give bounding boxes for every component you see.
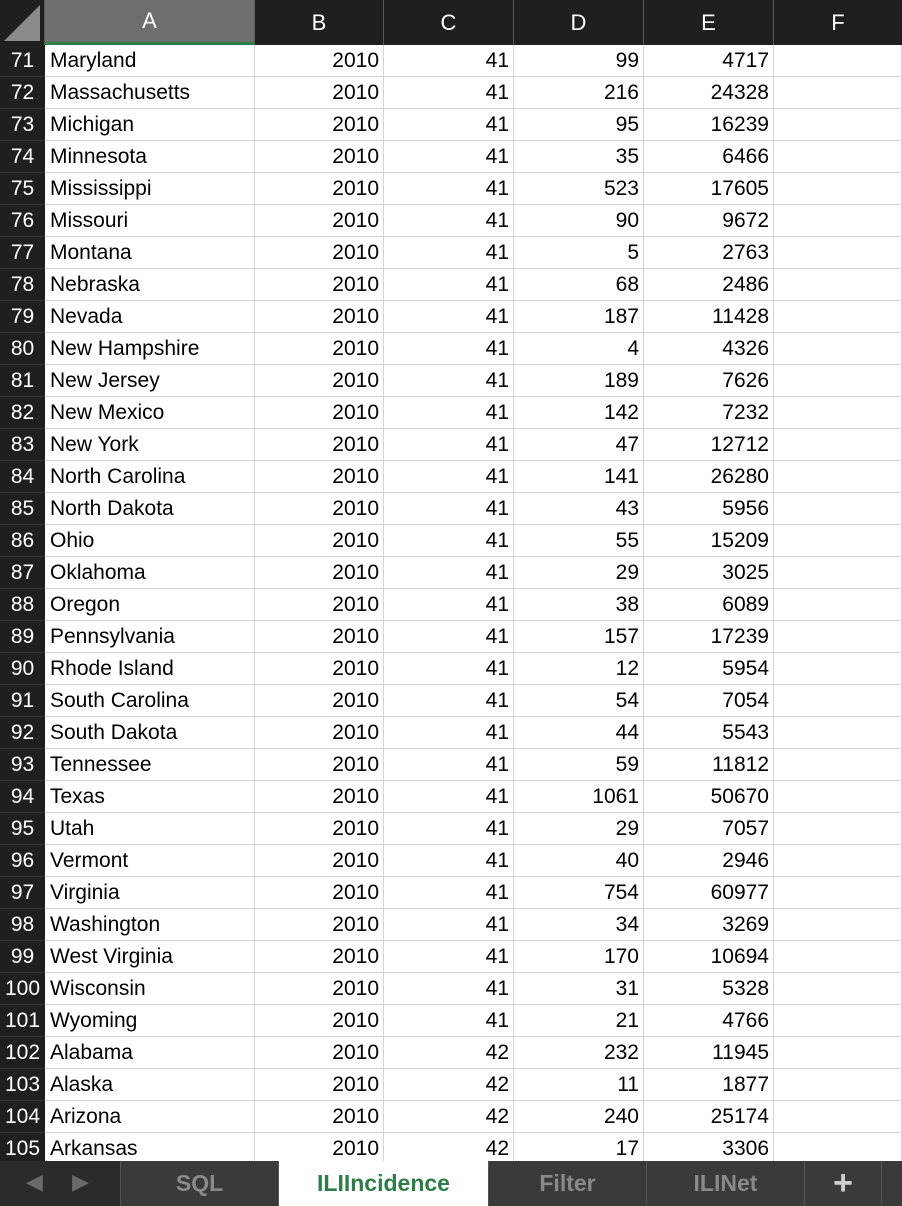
table-row	[0, 1037, 902, 1069]
column-header-b[interactable]: B	[255, 0, 384, 45]
table-row	[0, 589, 902, 621]
row-number[interactable]: 75	[0, 173, 45, 205]
cell-state[interactable]: Wyoming	[45, 1005, 255, 1037]
cell-empty-f[interactable]	[774, 525, 902, 557]
cell-year[interactable]: 2010	[255, 493, 384, 525]
table-row	[0, 493, 902, 525]
row-number[interactable]: 81	[0, 365, 45, 397]
cell-empty-f[interactable]	[774, 205, 902, 237]
cell-week[interactable]: 41	[384, 685, 514, 717]
cell-empty-f[interactable]	[774, 845, 902, 877]
cell-state[interactable]: New York	[45, 429, 255, 461]
cell-empty-f[interactable]	[774, 1069, 902, 1101]
cell-value-e[interactable]: 7054	[644, 685, 774, 717]
cell-state[interactable]: Arizona	[45, 1101, 255, 1133]
table-row	[0, 205, 902, 237]
tab-sql[interactable]: SQL	[120, 1161, 278, 1206]
cell-empty-f[interactable]	[774, 717, 902, 749]
cell-empty-f[interactable]	[774, 1101, 902, 1133]
table-row	[0, 941, 902, 973]
cell-empty-f[interactable]	[774, 45, 902, 77]
row-number[interactable]: 92	[0, 717, 45, 749]
cell-value-d[interactable]: 523	[514, 173, 644, 205]
cell-value-d[interactable]: 5	[514, 237, 644, 269]
cell-value-e[interactable]: 2946	[644, 845, 774, 877]
cell-value-e[interactable]: 16239	[644, 109, 774, 141]
cell-empty-f[interactable]	[774, 621, 902, 653]
row-number[interactable]: 105	[0, 1133, 45, 1165]
table-row	[0, 781, 902, 813]
cell-empty-f[interactable]	[774, 589, 902, 621]
cell-week[interactable]: 41	[384, 205, 514, 237]
cell-year[interactable]: 2010	[255, 845, 384, 877]
cell-year[interactable]: 2010	[255, 461, 384, 493]
cell-week[interactable]: 41	[384, 589, 514, 621]
cell-week[interactable]: 41	[384, 525, 514, 557]
row-number[interactable]: 77	[0, 237, 45, 269]
row-number[interactable]: 79	[0, 301, 45, 333]
cell-value-d[interactable]: 99	[514, 45, 644, 77]
row-number[interactable]: 84	[0, 461, 45, 493]
cell-state[interactable]: Ohio	[45, 525, 255, 557]
cell-year[interactable]: 2010	[255, 269, 384, 301]
cell-empty-f[interactable]	[774, 749, 902, 781]
cell-empty-f[interactable]	[774, 877, 902, 909]
cell-state[interactable]: Alaska	[45, 1069, 255, 1101]
add-sheet-button[interactable]: +	[804, 1161, 881, 1206]
cell-value-e[interactable]: 6466	[644, 141, 774, 173]
cell-value-d[interactable]: 216	[514, 77, 644, 109]
cell-year[interactable]: 2010	[255, 909, 384, 941]
cell-year[interactable]: 2010	[255, 45, 384, 77]
table-row	[0, 1101, 902, 1133]
cell-value-e[interactable]: 2486	[644, 269, 774, 301]
row-number[interactable]: 101	[0, 1005, 45, 1037]
cell-value-d[interactable]: 4	[514, 333, 644, 365]
cell-year[interactable]: 2010	[255, 973, 384, 1005]
table-row	[0, 365, 902, 397]
cell-state[interactable]: North Carolina	[45, 461, 255, 493]
prev-sheet-icon[interactable]: ◀	[26, 1169, 43, 1194]
cell-value-d[interactable]: 141	[514, 461, 644, 493]
cell-week[interactable]: 41	[384, 749, 514, 781]
cell-week[interactable]: 41	[384, 333, 514, 365]
cell-state[interactable]: South Dakota	[45, 717, 255, 749]
cell-year[interactable]: 2010	[255, 941, 384, 973]
cell-empty-f[interactable]	[774, 557, 902, 589]
table-row	[0, 557, 902, 589]
cell-empty-f[interactable]	[774, 1005, 902, 1037]
cell-value-d[interactable]: 157	[514, 621, 644, 653]
cell-year[interactable]: 2010	[255, 397, 384, 429]
cell-value-e[interactable]: 50670	[644, 781, 774, 813]
cell-week[interactable]: 41	[384, 973, 514, 1005]
cell-state[interactable]: Nebraska	[45, 269, 255, 301]
cell-value-e[interactable]: 3025	[644, 557, 774, 589]
cell-value-d[interactable]: 40	[514, 845, 644, 877]
cell-value-e[interactable]: 26280	[644, 461, 774, 493]
cell-empty-f[interactable]	[774, 397, 902, 429]
cell-year[interactable]: 2010	[255, 589, 384, 621]
cell-empty-f[interactable]	[774, 333, 902, 365]
cell-week[interactable]: 41	[384, 77, 514, 109]
cell-value-d[interactable]: 44	[514, 717, 644, 749]
cell-empty-f[interactable]	[774, 685, 902, 717]
row-number[interactable]: 89	[0, 621, 45, 653]
cell-week[interactable]: 41	[384, 621, 514, 653]
row-number[interactable]: 72	[0, 77, 45, 109]
cell-value-e[interactable]: 7626	[644, 365, 774, 397]
cell-state[interactable]: Nevada	[45, 301, 255, 333]
table-row	[0, 877, 902, 909]
cell-value-d[interactable]: 54	[514, 685, 644, 717]
cell-week[interactable]: 41	[384, 845, 514, 877]
row-number[interactable]: 93	[0, 749, 45, 781]
cell-value-e[interactable]: 9672	[644, 205, 774, 237]
cell-empty-f[interactable]	[774, 77, 902, 109]
row-number[interactable]: 82	[0, 397, 45, 429]
cell-value-e[interactable]: 17605	[644, 173, 774, 205]
table-row	[0, 845, 902, 877]
cell-value-d[interactable]: 68	[514, 269, 644, 301]
row-number[interactable]: 96	[0, 845, 45, 877]
cell-week[interactable]: 41	[384, 301, 514, 333]
cell-state[interactable]: New Mexico	[45, 397, 255, 429]
cell-state[interactable]: Massachusetts	[45, 77, 255, 109]
cell-value-e[interactable]: 5543	[644, 717, 774, 749]
row-number[interactable]: 83	[0, 429, 45, 461]
table-row	[0, 621, 902, 653]
cell-empty-f[interactable]	[774, 109, 902, 141]
cell-year[interactable]: 2010	[255, 333, 384, 365]
cell-value-e[interactable]: 15209	[644, 525, 774, 557]
row-number[interactable]: 86	[0, 525, 45, 557]
row-number[interactable]: 71	[0, 45, 45, 77]
cell-year[interactable]: 2010	[255, 525, 384, 557]
cell-week[interactable]: 42	[384, 1037, 514, 1069]
cell-value-d[interactable]: 47	[514, 429, 644, 461]
row-number[interactable]: 97	[0, 877, 45, 909]
cell-value-e[interactable]: 7057	[644, 813, 774, 845]
cell-state[interactable]: Texas	[45, 781, 255, 813]
table-row	[0, 109, 902, 141]
cell-year[interactable]: 2010	[255, 1101, 384, 1133]
cell-week[interactable]: 42	[384, 1133, 514, 1165]
cell-week[interactable]: 41	[384, 109, 514, 141]
table-row	[0, 1005, 902, 1037]
cell-value-e[interactable]: 3269	[644, 909, 774, 941]
column-header-f[interactable]: F	[774, 0, 902, 45]
table-row	[0, 237, 902, 269]
cell-week[interactable]: 41	[384, 941, 514, 973]
tab-iliincidence[interactable]: ILIIncidence	[278, 1161, 488, 1206]
cell-value-d[interactable]: 21	[514, 1005, 644, 1037]
row-number[interactable]: 88	[0, 589, 45, 621]
cell-year[interactable]: 2010	[255, 749, 384, 781]
cell-year[interactable]: 2010	[255, 653, 384, 685]
cell-year[interactable]: 2010	[255, 557, 384, 589]
cell-value-e[interactable]: 5954	[644, 653, 774, 685]
cell-year[interactable]: 2010	[255, 813, 384, 845]
row-number[interactable]: 87	[0, 557, 45, 589]
cell-empty-f[interactable]	[774, 269, 902, 301]
cell-value-d[interactable]: 29	[514, 813, 644, 845]
cell-week[interactable]: 41	[384, 45, 514, 77]
cell-value-e[interactable]: 11812	[644, 749, 774, 781]
cell-value-d[interactable]: 142	[514, 397, 644, 429]
cell-week[interactable]: 41	[384, 813, 514, 845]
cell-value-d[interactable]: 17	[514, 1133, 644, 1165]
cell-week[interactable]: 41	[384, 237, 514, 269]
table-row	[0, 333, 902, 365]
row-number[interactable]: 73	[0, 109, 45, 141]
tab-ilinet[interactable]: ILINet	[646, 1161, 804, 1206]
table-row	[0, 77, 902, 109]
column-header-a[interactable]: A	[45, 0, 255, 45]
row-number[interactable]: 91	[0, 685, 45, 717]
cell-state[interactable]: Oregon	[45, 589, 255, 621]
cell-value-e[interactable]: 25174	[644, 1101, 774, 1133]
table-row	[0, 653, 902, 685]
row-number[interactable]: 90	[0, 653, 45, 685]
cell-year[interactable]: 2010	[255, 109, 384, 141]
cell-state[interactable]: Oklahoma	[45, 557, 255, 589]
cell-empty-f[interactable]	[774, 461, 902, 493]
cell-value-d[interactable]: 31	[514, 973, 644, 1005]
cell-value-d[interactable]: 1061	[514, 781, 644, 813]
cell-value-d[interactable]: 232	[514, 1037, 644, 1069]
cell-week[interactable]: 41	[384, 909, 514, 941]
tab-filter[interactable]: Filter	[488, 1161, 646, 1206]
cell-empty-f[interactable]	[774, 237, 902, 269]
cell-year[interactable]: 2010	[255, 717, 384, 749]
cell-week[interactable]: 41	[384, 717, 514, 749]
cell-year[interactable]: 2010	[255, 205, 384, 237]
cell-value-e[interactable]: 12712	[644, 429, 774, 461]
cell-value-d[interactable]: 12	[514, 653, 644, 685]
cell-value-d[interactable]: 189	[514, 365, 644, 397]
cell-year[interactable]: 2010	[255, 301, 384, 333]
cell-week[interactable]: 41	[384, 141, 514, 173]
cell-state[interactable]: Washington	[45, 909, 255, 941]
cell-state[interactable]: West Virginia	[45, 941, 255, 973]
table-row	[0, 173, 902, 205]
column-header-e[interactable]: E	[644, 0, 774, 45]
cell-year[interactable]: 2010	[255, 685, 384, 717]
cell-value-e[interactable]: 4717	[644, 45, 774, 77]
cell-week[interactable]: 41	[384, 173, 514, 205]
cell-value-e[interactable]: 10694	[644, 941, 774, 973]
table-row	[0, 813, 902, 845]
cell-state[interactable]: Alabama	[45, 1037, 255, 1069]
cell-state[interactable]: Maryland	[45, 45, 255, 77]
cell-state[interactable]: Missouri	[45, 205, 255, 237]
cell-empty-f[interactable]	[774, 973, 902, 1005]
cell-empty-f[interactable]	[774, 653, 902, 685]
cell-week[interactable]: 41	[384, 1005, 514, 1037]
cell-year[interactable]: 2010	[255, 1005, 384, 1037]
cell-year[interactable]: 2010	[255, 77, 384, 109]
cell-state[interactable]: Montana	[45, 237, 255, 269]
row-number[interactable]: 80	[0, 333, 45, 365]
cell-year[interactable]: 2010	[255, 237, 384, 269]
cell-value-d[interactable]: 95	[514, 109, 644, 141]
cell-empty-f[interactable]	[774, 1037, 902, 1069]
cell-week[interactable]: 41	[384, 877, 514, 909]
cell-state[interactable]: New Hampshire	[45, 333, 255, 365]
cell-state[interactable]: Minnesota	[45, 141, 255, 173]
cell-empty-f[interactable]	[774, 493, 902, 525]
cell-state[interactable]: North Dakota	[45, 493, 255, 525]
sheet-tab-bar	[0, 1161, 902, 1206]
cell-value-e[interactable]: 3306	[644, 1133, 774, 1165]
cell-empty-f[interactable]	[774, 909, 902, 941]
cell-value-e[interactable]: 5956	[644, 493, 774, 525]
row-number[interactable]: 104	[0, 1101, 45, 1133]
cell-value-d[interactable]: 55	[514, 525, 644, 557]
cell-week[interactable]: 41	[384, 557, 514, 589]
row-number[interactable]: 99	[0, 941, 45, 973]
row-number[interactable]: 95	[0, 813, 45, 845]
select-all-triangle-icon	[4, 5, 40, 41]
row-number[interactable]: 76	[0, 205, 45, 237]
row-number[interactable]: 85	[0, 493, 45, 525]
next-sheet-icon[interactable]: ▶	[72, 1169, 89, 1194]
cell-year[interactable]: 2010	[255, 877, 384, 909]
cell-value-d[interactable]: 59	[514, 749, 644, 781]
cell-empty-f[interactable]	[774, 429, 902, 461]
row-number[interactable]: 94	[0, 781, 45, 813]
table-row	[0, 429, 902, 461]
cell-week[interactable]: 41	[384, 653, 514, 685]
cell-empty-f[interactable]	[774, 365, 902, 397]
table-row	[0, 973, 902, 1005]
cell-value-d[interactable]: 90	[514, 205, 644, 237]
cell-empty-f[interactable]	[774, 301, 902, 333]
cell-value-d[interactable]: 170	[514, 941, 644, 973]
cell-value-d[interactable]: 29	[514, 557, 644, 589]
cell-year[interactable]: 2010	[255, 1133, 384, 1165]
cell-value-e[interactable]: 11945	[644, 1037, 774, 1069]
cell-value-d[interactable]: 34	[514, 909, 644, 941]
cell-year[interactable]: 2010	[255, 365, 384, 397]
row-number[interactable]: 102	[0, 1037, 45, 1069]
cell-state[interactable]: Pennsylvania	[45, 621, 255, 653]
select-all-corner[interactable]	[0, 0, 45, 45]
cell-value-d[interactable]: 754	[514, 877, 644, 909]
table-row	[0, 717, 902, 749]
table-row	[0, 749, 902, 781]
table-row	[0, 141, 902, 173]
cell-week[interactable]: 41	[384, 397, 514, 429]
cell-state[interactable]: Virginia	[45, 877, 255, 909]
cell-value-e[interactable]: 4326	[644, 333, 774, 365]
cell-state[interactable]: Wisconsin	[45, 973, 255, 1005]
cell-year[interactable]: 2010	[255, 1069, 384, 1101]
row-number[interactable]: 74	[0, 141, 45, 173]
cell-value-e[interactable]: 17239	[644, 621, 774, 653]
cell-value-e[interactable]: 60977	[644, 877, 774, 909]
column-header-d[interactable]: D	[514, 0, 644, 45]
cell-year[interactable]: 2010	[255, 173, 384, 205]
row-number[interactable]: 100	[0, 973, 45, 1005]
cell-value-e[interactable]: 1877	[644, 1069, 774, 1101]
table-row	[0, 461, 902, 493]
row-number[interactable]: 103	[0, 1069, 45, 1101]
table-row	[0, 525, 902, 557]
row-number[interactable]: 78	[0, 269, 45, 301]
cell-state[interactable]: Rhode Island	[45, 653, 255, 685]
cell-value-d[interactable]: 11	[514, 1069, 644, 1101]
cell-week[interactable]: 41	[384, 269, 514, 301]
table-row	[0, 45, 902, 77]
cell-state[interactable]: South Carolina	[45, 685, 255, 717]
cell-empty-f[interactable]	[774, 781, 902, 813]
cell-value-e[interactable]: 5328	[644, 973, 774, 1005]
cell-value-e[interactable]: 4766	[644, 1005, 774, 1037]
cell-empty-f[interactable]	[774, 813, 902, 845]
cell-week[interactable]: 41	[384, 493, 514, 525]
cell-year[interactable]: 2010	[255, 1037, 384, 1069]
cell-week[interactable]: 41	[384, 461, 514, 493]
table-row	[0, 269, 902, 301]
cell-value-e[interactable]: 6089	[644, 589, 774, 621]
cell-year[interactable]: 2010	[255, 429, 384, 461]
cell-value-e[interactable]: 7232	[644, 397, 774, 429]
cell-value-e[interactable]: 11428	[644, 301, 774, 333]
cell-week[interactable]: 42	[384, 1101, 514, 1133]
cell-value-d[interactable]: 240	[514, 1101, 644, 1133]
table-row	[0, 909, 902, 941]
table-row	[0, 397, 902, 429]
cell-value-d[interactable]: 187	[514, 301, 644, 333]
cell-week[interactable]: 41	[384, 781, 514, 813]
cell-week[interactable]: 42	[384, 1069, 514, 1101]
cell-state[interactable]: Tennessee	[45, 749, 255, 781]
table-row	[0, 1069, 902, 1101]
row-number[interactable]: 98	[0, 909, 45, 941]
cell-state[interactable]: Arkansas	[45, 1133, 255, 1165]
cell-value-e[interactable]: 2763	[644, 237, 774, 269]
cell-year[interactable]: 2010	[255, 621, 384, 653]
cell-empty-f[interactable]	[774, 941, 902, 973]
cell-value-e[interactable]: 24328	[644, 77, 774, 109]
cell-state[interactable]: Vermont	[45, 845, 255, 877]
tab-bar-scroll-strip[interactable]	[881, 1161, 902, 1206]
cell-state[interactable]: Michigan	[45, 109, 255, 141]
cell-state[interactable]: Utah	[45, 813, 255, 845]
column-header-c[interactable]: C	[384, 0, 514, 45]
cell-value-d[interactable]: 43	[514, 493, 644, 525]
cell-empty-f[interactable]	[774, 141, 902, 173]
cell-state[interactable]: Mississippi	[45, 173, 255, 205]
cell-week[interactable]: 41	[384, 429, 514, 461]
cell-value-d[interactable]: 35	[514, 141, 644, 173]
table-row	[0, 685, 902, 717]
cell-state[interactable]: New Jersey	[45, 365, 255, 397]
cell-value-d[interactable]: 38	[514, 589, 644, 621]
cell-year[interactable]: 2010	[255, 141, 384, 173]
table-row	[0, 301, 902, 333]
cell-year[interactable]: 2010	[255, 781, 384, 813]
cell-week[interactable]: 41	[384, 365, 514, 397]
cell-empty-f[interactable]	[774, 173, 902, 205]
